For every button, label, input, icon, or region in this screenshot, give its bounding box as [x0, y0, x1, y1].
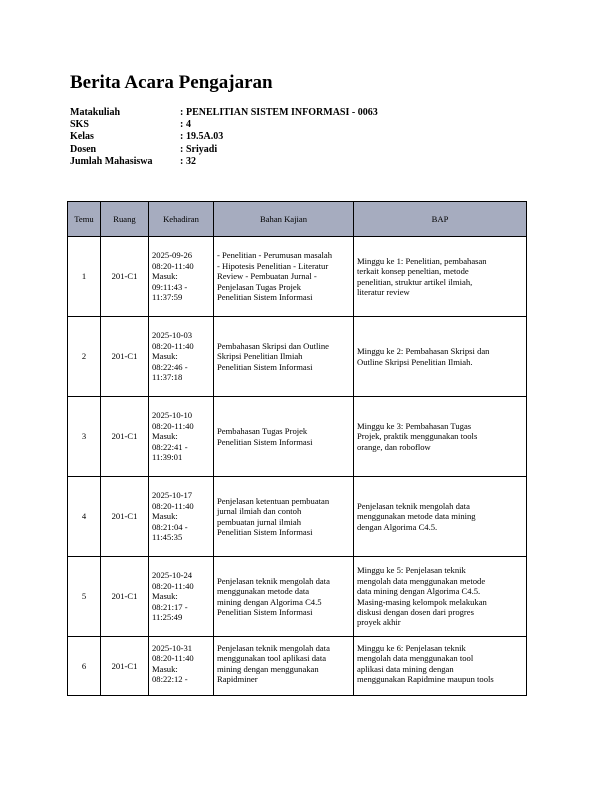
table-row: [68, 557, 527, 637]
cell-bahan-kajian: Penjelasan teknik mengolah data menggunakan tool aplikasi data mining dengan menggunakan Rapidminer: [214, 637, 354, 696]
page-title: Berita Acara Pengajaran: [70, 72, 273, 93]
info-value: 32: [186, 155, 196, 167]
cell-kehadiran: 2025-10-10 08:20-11:40 Masuk: 08:22:41 - 11:39:01: [149, 397, 214, 477]
cell-ruang: 201-C1: [101, 557, 149, 637]
info-row-dosen: [70, 144, 378, 156]
info-separator: :: [180, 119, 184, 131]
cell-temu: 5: [68, 557, 101, 637]
info-label: Jumlah Mahasiswa: [70, 155, 153, 167]
info-label: Dosen: [70, 143, 97, 155]
cell-temu: 1: [68, 237, 101, 317]
info-row-sks: [70, 119, 378, 131]
header-kehadiran: Kehadiran: [149, 202, 214, 237]
header-bahan-kajian: Bahan Kajian: [214, 202, 354, 237]
cell-temu: 3: [68, 397, 101, 477]
header-temu: Temu: [68, 202, 101, 237]
cell-kehadiran: 2025-09-26 08:20-11:40 Masuk: 09:11:43 - 11:37:59: [149, 237, 214, 317]
table-header-row: [68, 202, 527, 237]
cell-kehadiran: 2025-10-31 08:20-11:40 Masuk: 08:22:12 -: [149, 637, 214, 696]
header-bap: BAP: [354, 202, 527, 237]
info-row-matakuliah: [70, 107, 378, 119]
info-value: 19.5A.03: [186, 131, 224, 143]
table-row: [68, 477, 527, 557]
attendance-table: [67, 201, 527, 696]
cell-bap: Minggu ke 1: Penelitian, pembahasan terkait konsep peneltian, metode penelitian, struktur artikel ilmiah, literatur review: [354, 237, 527, 317]
cell-ruang: 201-C1: [101, 637, 149, 696]
info-value: 4: [186, 119, 191, 131]
info-row-kelas: [70, 131, 378, 143]
cell-ruang: 201-C1: [101, 477, 149, 557]
cell-temu: 2: [68, 317, 101, 397]
cell-bap: Minggu ke 3: Pembahasan Tugas Projek, praktik menggunakan tools orange, dan roboflow: [354, 397, 527, 477]
info-value: Sriyadi: [186, 143, 218, 155]
cell-kehadiran: 2025-10-17 08:20-11:40 Masuk: 08:21:04 - 11:45:35: [149, 477, 214, 557]
info-label: Matakuliah: [70, 107, 121, 118]
cell-bahan-kajian: Pembahasan Tugas Projek Penelitian Sistem Informasi: [214, 397, 354, 477]
cell-bahan-kajian: Pembahasan Skripsi dan Outline Skripsi Penelitian Ilmiah Penelitian Sistem Informasi: [214, 317, 354, 397]
cell-bap: Minggu ke 5: Penjelasan teknik mengolah data menggunakan metode data mining dengan Algorima C4.5. Masing-masing kelompok melakukan diskusi dengan dosen dari progres proyek akhir: [354, 557, 527, 637]
cell-ruang: 201-C1: [101, 237, 149, 317]
info-separator: :: [180, 131, 184, 143]
header-ruang: Ruang: [101, 202, 149, 237]
table-row: [68, 237, 527, 317]
info-label: SKS: [70, 119, 89, 131]
info-separator: :: [180, 143, 184, 155]
course-info: [70, 107, 378, 168]
table-row: [68, 637, 527, 696]
info-separator: :: [180, 155, 184, 167]
cell-bahan-kajian: Penjelasan ketentuan pembuatan jurnal ilmiah dan contoh pembuatan jurnal ilmiah Penelitian Sistem Informasi: [214, 477, 354, 557]
cell-ruang: 201-C1: [101, 317, 149, 397]
cell-temu: 6: [68, 637, 101, 696]
cell-bahan-kajian: - Penelitian - Perumusan masalah - Hipotesis Penelitian - Literatur Review - Pembuatan Jurnal - Penjelasan Tugas Projek Penelitian Sistem Informasi: [214, 237, 354, 317]
cell-bahan-kajian: Penjelasan teknik mengolah data menggunakan metode data mining dengan Algorima C4.5 Penelitian Sistem Informasi: [214, 557, 354, 637]
cell-bap: Minggu ke 6: Penjelasan teknik mengolah data menggunakan tool aplikasi data mining dengan menggunakan Rapidmine maupun tools: [354, 637, 527, 696]
cell-bap: Minggu ke 2: Pembahasan Skripsi dan Outline Skripsi Penelitian Ilmiah.: [354, 317, 527, 397]
cell-bap: Penjelasan teknik mengolah data menggunakan metode data mining dengan Algorima C4.5.: [354, 477, 527, 557]
info-value: PENELITIAN SISTEM INFORMASI - 0063: [186, 107, 378, 118]
info-label: Kelas: [70, 131, 94, 143]
table-row: [68, 397, 527, 477]
table-row: [68, 317, 527, 397]
info-separator: :: [180, 107, 184, 118]
cell-ruang: 201-C1: [101, 397, 149, 477]
cell-kehadiran: 2025-10-03 08:20-11:40 Masuk: 08:22:46 - 11:37:18: [149, 317, 214, 397]
cell-temu: 4: [68, 477, 101, 557]
cell-kehadiran: 2025-10-24 08:20-11:40 Masuk: 08:21:17 - 11:25:49: [149, 557, 214, 637]
info-row-jumlah-mahasiswa: [70, 156, 378, 168]
